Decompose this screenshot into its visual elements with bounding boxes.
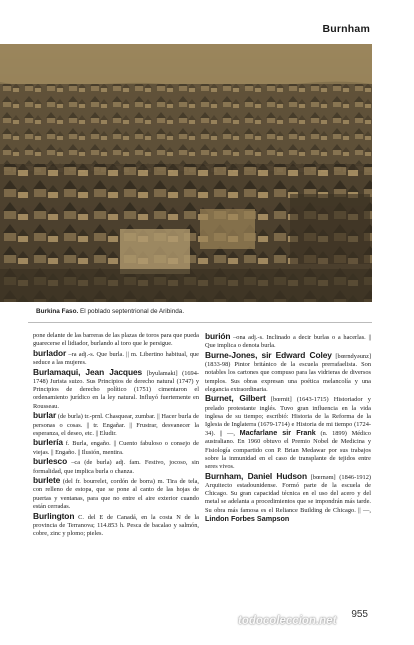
entry-burlington bbox=[33, 512, 199, 539]
entry-headword: burlería bbox=[33, 437, 63, 448]
photo-aribinda-village bbox=[0, 44, 372, 302]
entry-body: [bœrnit] (1643-1715) Historiador y prelado protestante inglés. Tuvo gran influencia en la vida inglesa de su tiempo; escribió: Historia de la Reforma de la Iglesia de Inglaterra (1679-1714) e Historia de mi tiempo (1724-34). || —, bbox=[205, 396, 371, 438]
running-header: Burnham bbox=[322, 23, 370, 35]
entry-burnham bbox=[205, 472, 371, 524]
entry-body-tail: (n. 1899) Médico australiano. En 1960 obtuvo el Premio Nobel de Medicina y Fisiología compartido con P. Brian Medawar por sus trabajos sobre la inmunidad en el caso de transplante de tejidos entre seres vivos. bbox=[205, 430, 371, 471]
entry-body: –ona adj.-s. Inclinado a decir burlas o a hacerlas. || Que implica o denota burla. bbox=[205, 334, 371, 350]
entry-headword: Burlington bbox=[33, 510, 75, 521]
entry-body: [bœrnəm] (1846-1912) Arquitecto estadounidense. Formó parte de la escuela de Chicago. Su gran capacidad técnica en el uso del acero y del metal se adelanta a procedimientos que se impondrán más tarde. Su obra más famosa es el Reliance Building de Chicago. || —, bbox=[205, 473, 371, 514]
entry-body: (de burla) tr.-prnl. Chasquear, zumbar. || Hacer burla de personas o cosas. || tr. Engañar. || Frustrar, desvanecer la esperanza, el deseo, etc. || Eludir. bbox=[33, 413, 199, 437]
entry-headword: burlador bbox=[33, 347, 67, 358]
entry-body: –ra adj.-s. Que burla. || m. Libertino habitual, que seduce a las mujeres. bbox=[33, 350, 199, 367]
entry-burion bbox=[205, 332, 371, 350]
caption-divider bbox=[28, 322, 372, 323]
entry-burlar bbox=[33, 411, 199, 438]
watermark-logo: todocoleccion.net bbox=[238, 615, 337, 627]
entry-body: C. del E de Canadá, en la costa N de la provincia de Terranova; 114.853 h. Pesca de bacalao y salmón, cobre, zinc y plomo; pieles. bbox=[33, 513, 199, 537]
entry-subheadword: Lindon Forbes Sampson bbox=[205, 513, 290, 523]
entry-body: [byulamaki] (1694-1748) Jurista suizo. Sus Principios de derecho natural (1747) y Principios de derecho político (1751) cimentaron el ordenamiento jurídico en la ley natural. Influyó fuertemente en Rousseau. bbox=[33, 369, 200, 410]
entry-headword: burlar bbox=[33, 410, 57, 421]
entry-body: –ca (de burla) adj. fam. Festivo, jocoso, sin formalidad, que implica burla o chanza. bbox=[33, 459, 199, 475]
entry-continuation bbox=[33, 332, 199, 348]
left-column bbox=[33, 332, 199, 539]
entry-burlamaqui bbox=[33, 368, 199, 411]
entry-headword: Burnet, Gilbert bbox=[205, 393, 266, 404]
entry-burlador bbox=[33, 349, 199, 367]
entry-body: f. Burla, engaño. || Cuento fabuloso o consejo de viejas. || Engaño. || Ilusión, mentira. bbox=[33, 440, 199, 456]
entry-burne-jones bbox=[205, 351, 371, 394]
entry-headword: Burnham, Daniel Hudson bbox=[205, 470, 307, 481]
entry-headword: Burne-Jones, sir Edward Coley bbox=[205, 349, 332, 360]
entry-body: pone delante de las barreras de las plazas de toros para que pueda guarecerse el lidiador, burlando al toro que le persigue. bbox=[33, 332, 199, 348]
photo-caption bbox=[36, 308, 184, 315]
page-number: 955 bbox=[351, 609, 368, 620]
entry-burleria bbox=[33, 438, 199, 456]
entry-body: (del fr. bourrelet, cordón de borra) m. Tira de tela, con relleno de estopa, que se pone al canto de las hojas de puertas y ventanas, para que no entre el aire exterior cuando están cerradas. bbox=[33, 478, 199, 510]
entry-burnet bbox=[205, 394, 371, 471]
entry-body: [bœrndyəunz] (1833-98) Pintor británico de la escuela prerrafaelista. Son notables los cartones que compuso para las vidrieras de diversos templos. Sus obras expresan una poética melancolía y una elegancia extraordinaria. bbox=[205, 352, 371, 393]
entry-headword: burlesco bbox=[33, 456, 68, 467]
caption-text: El poblado septentrional de Aribinda. bbox=[78, 308, 185, 315]
entry-subheadword: Macfarlane sir Frank bbox=[239, 428, 316, 438]
entry-burlesco bbox=[33, 457, 199, 475]
caption-title: Burkina Faso. bbox=[36, 308, 79, 315]
right-column bbox=[205, 332, 371, 524]
entry-burlete bbox=[33, 476, 199, 511]
entry-headword: Burlamaqui, Jean Jacques bbox=[33, 366, 143, 377]
entry-headword: burlete bbox=[33, 475, 61, 486]
entry-headword: burión bbox=[205, 331, 231, 341]
